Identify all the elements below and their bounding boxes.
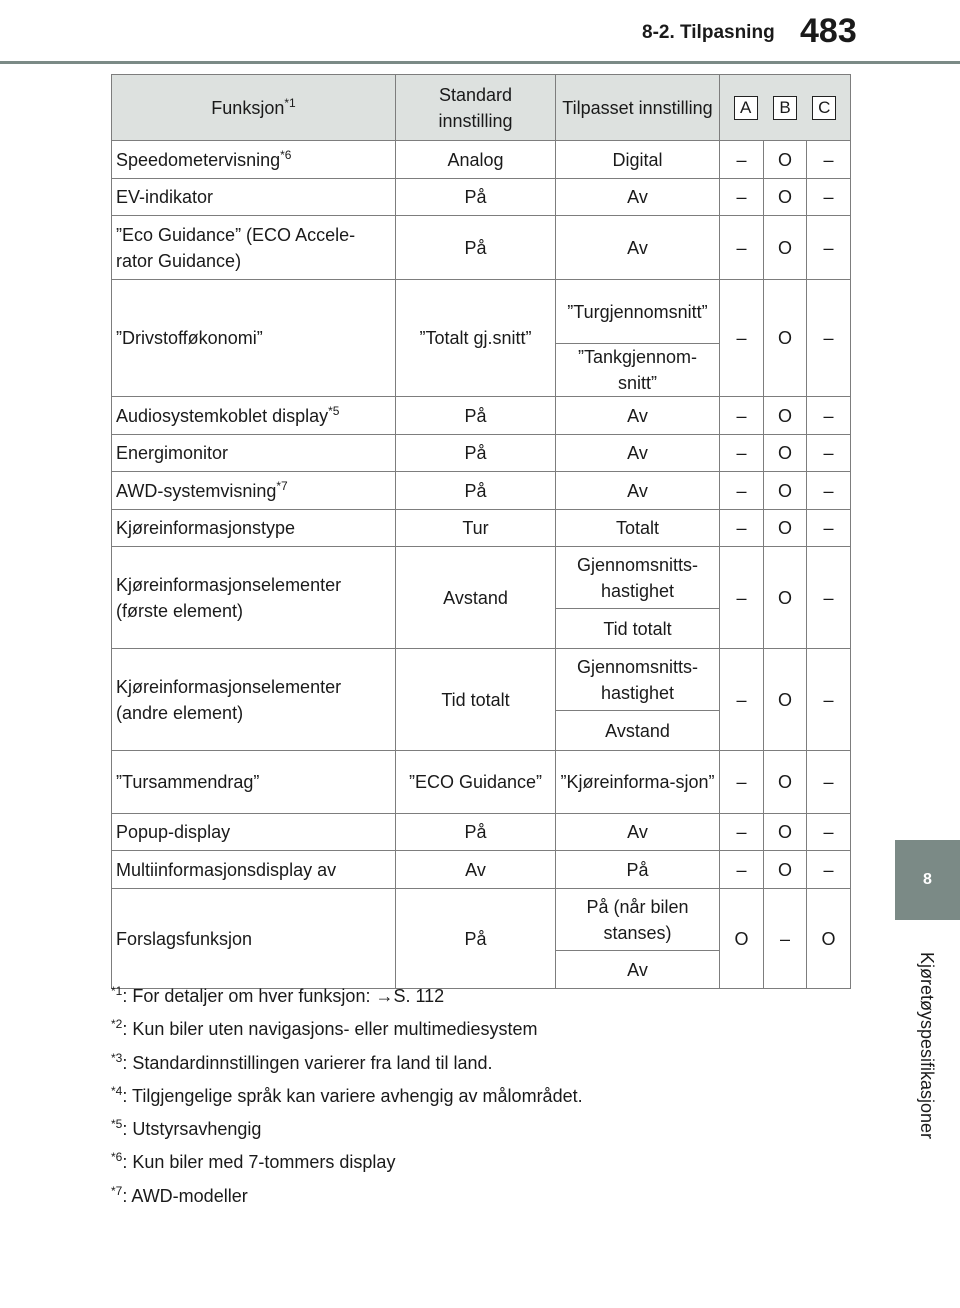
footnote xyxy=(111,1180,871,1213)
footnote-mark: *7 xyxy=(111,1183,123,1198)
column-a-cell: – xyxy=(720,510,764,547)
footnote-mark: *6 xyxy=(111,1150,123,1165)
function-name: Speedometervisning xyxy=(116,149,281,170)
function-cell xyxy=(112,435,396,472)
footnote xyxy=(111,1080,871,1113)
function-cell xyxy=(112,397,396,435)
function-name: Energimonitor xyxy=(116,443,229,463)
custom-option-cell: Av xyxy=(556,472,720,510)
custom-option-cell: Gjennomsnitts-hastighet xyxy=(556,649,720,711)
table-row xyxy=(112,397,851,435)
column-b-cell: O xyxy=(764,141,807,179)
custom-option-cell: På xyxy=(556,851,720,889)
standard-cell: På xyxy=(396,179,556,216)
column-a-cell: O xyxy=(720,889,764,989)
standard-cell: På xyxy=(396,814,556,851)
column-c-cell: – xyxy=(807,435,851,472)
custom-option-cell: Digital xyxy=(556,141,720,179)
function-name: ”Drivstofføkonomi” xyxy=(116,328,263,348)
footnote-mark: *4 xyxy=(111,1083,123,1098)
function-cell xyxy=(112,280,396,397)
column-c-cell: – xyxy=(807,280,851,397)
function-name: EV-indikator xyxy=(116,187,214,207)
column-c-cell: – xyxy=(807,216,851,280)
custom-option-cell: Gjennomsnitts-hastighet xyxy=(556,547,720,609)
function-cell xyxy=(112,814,396,851)
column-b-cell: O xyxy=(764,510,807,547)
function-cell xyxy=(112,547,396,649)
table-row xyxy=(112,851,851,889)
function-cell xyxy=(112,851,396,889)
column-a-cell: – xyxy=(720,216,764,280)
function-name: AWD-systemvisning xyxy=(116,480,277,501)
standard-cell: Tur xyxy=(396,510,556,547)
column-b-cell: O xyxy=(764,751,807,814)
standard-cell: Analog xyxy=(396,141,556,179)
table-row xyxy=(112,510,851,547)
chapter-label-text: Kjøretøyspesifikasjoner xyxy=(917,951,938,1139)
column-c-cell: – xyxy=(807,751,851,814)
table-row xyxy=(112,435,851,472)
standard-cell: ”Totalt gj.snitt” xyxy=(396,280,556,397)
footnote-ref: *5 xyxy=(328,403,340,418)
footnote-mark: *2 xyxy=(111,1017,123,1032)
custom-option-cell: På (når bilen stanses) xyxy=(556,889,720,951)
footnote-text: : For detaljer om hver funksjon: →S. 112 xyxy=(122,986,445,1006)
table-row xyxy=(112,472,851,510)
column-b-cell: O xyxy=(764,472,807,510)
header-a: A xyxy=(734,96,758,120)
column-c-cell: – xyxy=(807,397,851,435)
chapter-label xyxy=(912,930,942,1160)
standard-cell: På xyxy=(396,216,556,280)
column-a-cell: – xyxy=(720,814,764,851)
column-b-cell: O xyxy=(764,547,807,649)
standard-cell: På xyxy=(396,472,556,510)
function-cell xyxy=(112,889,396,989)
table-row xyxy=(112,649,851,711)
table-row xyxy=(112,814,851,851)
column-a-cell: – xyxy=(720,649,764,751)
custom-option-cell: Av xyxy=(556,435,720,472)
function-cell xyxy=(112,751,396,814)
function-name: Multiinformasjonsdisplay av xyxy=(116,859,337,880)
custom-option-cell: Av xyxy=(556,397,720,435)
footnote-text: : Kun biler med 7-tommers display xyxy=(122,1152,396,1173)
footnote xyxy=(111,1113,871,1146)
function-cell xyxy=(112,179,396,216)
column-a-cell: – xyxy=(720,397,764,435)
header-custom: Tilpasset innstilling xyxy=(556,75,720,141)
custom-option-cell: ”Tankgjennom-snitt” xyxy=(556,344,720,397)
column-b-cell: – xyxy=(764,889,807,989)
footnote xyxy=(111,1047,871,1080)
function-name: ”Eco Guidance” (ECO Accele-rator Guidance) xyxy=(116,224,356,271)
function-cell xyxy=(112,472,396,510)
footnote-mark: *3 xyxy=(111,1050,123,1065)
column-c-cell: – xyxy=(807,510,851,547)
footnotes xyxy=(111,980,871,1213)
standard-cell: Tid totalt xyxy=(396,649,556,751)
footnote-text: : Utstyrsavhengig xyxy=(122,1119,262,1140)
section-title: 8-2. Tilpasning xyxy=(642,22,775,43)
table-row xyxy=(112,751,851,814)
column-c-cell: – xyxy=(807,851,851,889)
column-b-cell: O xyxy=(764,397,807,435)
column-b-cell: O xyxy=(764,280,807,397)
footnote-text: : Kun biler uten navigasjons- eller multimediesystem xyxy=(122,1019,538,1040)
function-name: Kjøreinformasjonselementer (første element) xyxy=(116,574,342,621)
column-a-cell: – xyxy=(720,851,764,889)
column-c-cell: – xyxy=(807,547,851,649)
table-row xyxy=(112,280,851,344)
footnote-text: : AWD-modeller xyxy=(122,1185,248,1206)
column-b-cell: O xyxy=(764,851,807,889)
footnote-ref: *6 xyxy=(280,147,292,162)
settings-table xyxy=(111,74,851,989)
function-cell xyxy=(112,649,396,751)
header-abc xyxy=(720,75,851,141)
custom-option-cell: Av xyxy=(556,216,720,280)
page-number: 483 xyxy=(800,12,857,50)
custom-option-cell: ”Kjøreinforma-sjon” xyxy=(556,751,720,814)
custom-option-cell: Av xyxy=(556,951,720,989)
chapter-number: 8 xyxy=(923,871,932,888)
header-divider xyxy=(0,61,960,64)
custom-option-cell: Avstand xyxy=(556,711,720,751)
footnote-mark: *5 xyxy=(111,1117,123,1132)
chapter-tab xyxy=(895,840,960,920)
function-name: Kjøreinformasjonstype xyxy=(116,518,296,538)
standard-cell: På xyxy=(396,397,556,435)
function-name: Popup-display xyxy=(116,822,231,842)
custom-option-cell: ”Turgjennomsnitt” xyxy=(556,280,720,344)
standard-cell: Avstand xyxy=(396,547,556,649)
column-b-cell: O xyxy=(764,216,807,280)
function-cell xyxy=(112,510,396,547)
column-a-cell: – xyxy=(720,751,764,814)
footnote-text: : Standardinnstillingen varierer fra land til land. xyxy=(122,1052,493,1073)
table-row xyxy=(112,179,851,216)
standard-cell: På xyxy=(396,889,556,989)
custom-option-cell: Av xyxy=(556,814,720,851)
table-row xyxy=(112,141,851,179)
column-a-cell: – xyxy=(720,472,764,510)
column-a-cell: – xyxy=(720,435,764,472)
column-c-cell: – xyxy=(807,179,851,216)
header-function: Funksjon$^{*1}$ xyxy=(112,75,396,141)
table-header-row xyxy=(112,75,851,141)
custom-option-cell: Av xyxy=(556,179,720,216)
function-name: Audiosystemkoblet display xyxy=(116,405,329,426)
column-c-cell: – xyxy=(807,141,851,179)
function-name: Forslagsfunksjon xyxy=(116,928,253,949)
footnote-mark: *1 xyxy=(111,984,123,998)
column-c-cell: – xyxy=(807,814,851,851)
function-cell xyxy=(112,141,396,179)
column-a-cell: – xyxy=(720,280,764,397)
footnote-ref: *7 xyxy=(276,478,288,493)
column-c-cell: – xyxy=(807,649,851,751)
table-row xyxy=(112,216,851,280)
column-b-cell: O xyxy=(764,649,807,751)
footnote xyxy=(111,1013,871,1046)
header-standard: Standard innstilling xyxy=(396,75,556,141)
table-row xyxy=(112,889,851,951)
function-cell xyxy=(112,216,396,280)
column-a-cell: – xyxy=(720,141,764,179)
standard-cell: Av xyxy=(396,851,556,889)
footnote-text: : Tilgjengelige språk kan variere avhengig av målområdet. xyxy=(122,1085,583,1106)
column-a-cell: – xyxy=(720,179,764,216)
function-name: Kjøreinformasjonselementer (andre element) xyxy=(116,676,342,723)
custom-option-cell: Tid totalt xyxy=(556,609,720,649)
column-a-cell: – xyxy=(720,547,764,649)
column-b-cell: O xyxy=(764,814,807,851)
header-c: C xyxy=(812,96,836,120)
custom-option-cell: Totalt xyxy=(556,510,720,547)
footnote xyxy=(111,1146,871,1179)
footnote xyxy=(111,980,871,1013)
column-b-cell: O xyxy=(764,179,807,216)
standard-cell: ”ECO Guidance” xyxy=(396,751,556,814)
column-c-cell: – xyxy=(807,472,851,510)
standard-cell: På xyxy=(396,435,556,472)
table-row xyxy=(112,547,851,609)
column-c-cell: O xyxy=(807,889,851,989)
header-b: B xyxy=(773,96,797,120)
function-name: ”Tursammendrag” xyxy=(116,772,260,792)
column-b-cell: O xyxy=(764,435,807,472)
